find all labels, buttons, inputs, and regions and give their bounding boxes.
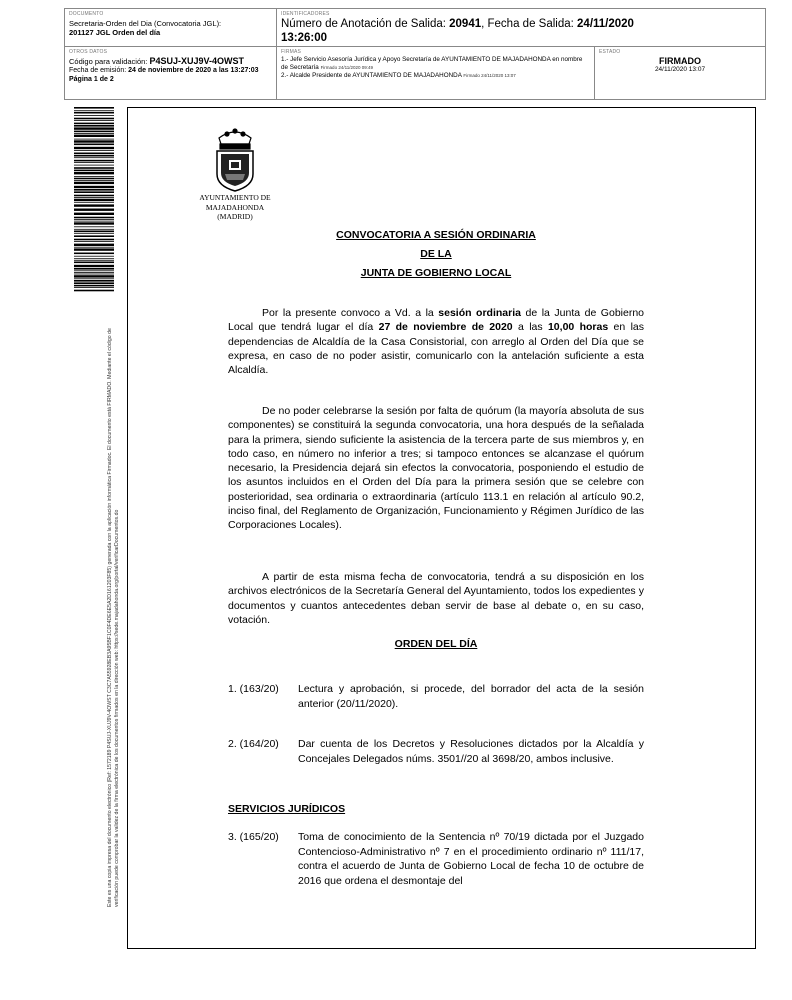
otros-label: OTROS DATOS <box>69 49 108 55</box>
firma-1-text: 1.- Jefe Servicio Asesoría Jurídica y Apoyo Secretaría de AYUNTAMIENTO DE MAJADAHONDA en nombre de Secretaría <box>281 56 583 71</box>
title-line1: CONVOCATORIA A SESIÓN ORDINARIA <box>336 229 536 241</box>
title-line2: DE LA <box>420 248 452 260</box>
anotacion-line <box>281 17 761 45</box>
p1-fecha: 27 de noviembre de 2020 <box>378 321 513 334</box>
otros-datos-cell <box>65 47 277 99</box>
firma-1-stamp: Firmado 24/11/2020 09:49 <box>320 65 374 70</box>
ayto-line2: MAJADAHONDA <box>205 202 265 212</box>
side-verification-text <box>107 328 121 907</box>
title-line3: JUNTA DE GOBIERNO LOCAL <box>360 267 512 279</box>
estado-label: ESTADO <box>599 49 621 55</box>
orden-del-dia-title: ORDEN DEL DÍA <box>394 638 478 650</box>
pagina-indicator: Página 1 de 2 <box>69 76 114 83</box>
paragraph-convocatoria <box>228 306 644 377</box>
ayuntamiento-label <box>185 193 285 222</box>
estado-value: FIRMADO <box>659 56 701 66</box>
barcode <box>74 107 114 293</box>
anotacion-prefix: Número de Anotación de Salida: <box>281 18 450 30</box>
emision-line <box>69 66 272 75</box>
p1-g: en las dependencias de Alcaldía de la Casa Consistorial, con arreglo al Orden del Día que se expresa, en caso de no poder asistir, comunicarlo con la antelación suficiente a esta Alcaldía. <box>228 321 644 377</box>
firmas-cell <box>277 47 595 99</box>
coat-of-arms-logo <box>205 124 265 194</box>
item-3-text: Toma de conocimiento de la Sentencia nº 70/19 dictada por el Juzgado Contencioso-Administrativo nº 7 en el procedimiento ordinario nº 111/17, contra el acuerdo de Junta de Gobierno Local de fecha 10 de octubre de 2016 que ordena el desmontaje del <box>298 831 644 887</box>
codigo-validacion[interactable]: P4SUJ-XUJ9V-4OWST <box>149 56 244 66</box>
documento-label: DOCUMENTO <box>69 11 104 17</box>
anotacion-number: 20941 <box>449 18 482 30</box>
item-3-number: 3. (165/20) <box>228 831 279 843</box>
anotacion-mid: , Fecha de Salida: <box>481 18 578 30</box>
estado-cell <box>595 47 765 99</box>
p1-a: Por la presente convoco a Vd. a la <box>262 307 439 319</box>
identificadores-label: IDENTIFICADORES <box>281 11 330 17</box>
side-text-line1: Este es una copia impresa del documento electrónico (Ref: 1572189 P4SUJ-XUJ9V-4OWST C3C7A55928EB3A95BF1C0F4DE6E5A2D161203F85) generada con la aplicación informática Firmadoc. El documento está FIRMADO. Mediante el código de <box>107 328 113 907</box>
side-text-line2: verificación puede comprobar la validez de la firma electrónica de los documentos firmados en la dirección web: https://sede.majadahonda.org/portal/verificarDocumentos.do <box>114 509 120 907</box>
firma-1 <box>281 56 590 72</box>
firma-2-text: 2.- Alcalde Presidente de AYUNTAMIENTO DE MAJADAHONDA <box>281 72 462 79</box>
p1-hora: 10,00 horas <box>547 321 609 334</box>
item-2-number: 2. (164/20) <box>228 738 279 750</box>
p1-sesion-ordinaria: sesión ordinaria <box>438 307 521 319</box>
firma-2-stamp: Firmado 24/11/2020 13:07 <box>463 73 516 78</box>
paragraph-archivos: A partir de esta misma fecha de convocatoria, tendrá a su disposición en los archivos electrónicos de la Secretaría General del Ayuntamiento, todos los expedientes y documentos y cuantos antecedentes deban servir de base al debate o, en su caso, votación. <box>228 571 644 626</box>
documento-cell <box>65 9 277 47</box>
firmas-label: FIRMAS <box>281 49 302 55</box>
paragraph-quorum: De no poder celebrarse la sesión por falta de quórum (la mayoría absoluta de sus componentes) se constituirá la segunda convocatoria, una hora después de la señalada para la primera, siendo suficiente la asistencia de la tercera parte de sus miembros y, en todo caso, en número no inferior a tres; si tampoco entonces se alcanzase el quórum necesario, la Presidencia dejará sin efectos la convocatoria, posponiendo el estudio de los asuntos incluidos en el Orden del Día para la primera sesión que se celebre con posterioridad, sea ordinaria o extraordinaria (artículo 113.1 en relación al artículo 90.2, inciso final, del Reglamento de Organización, Funcionamiento y Régimen Jurídico de las Corporaciones Locales). <box>228 405 644 532</box>
documento-line2: 201127 JGL Orden del día <box>69 28 161 37</box>
document-header <box>64 8 766 100</box>
codigo-line <box>69 57 272 66</box>
item-2-text: Dar cuenta de los Decretos y Resoluciones dictados por la Alcaldía y Concejales Delegados núms. 3501//20 al 3698/20, ambos inclusive. <box>298 738 644 765</box>
documento-line1: Secretaria-Orden del Dia (Convocatoria JGL): <box>69 19 222 28</box>
item-1-text: Lectura y aprobación, si procede, del borrador del acta de la sesión anterior (20/11/2020). <box>298 683 644 710</box>
identificadores-cell <box>277 9 765 47</box>
item-1-number: 1. (163/20) <box>228 683 279 695</box>
anotacion-date: 24/11/2020 <box>577 18 634 30</box>
firma-2 <box>281 72 590 80</box>
anotacion-time: 13:26:00 <box>281 32 328 44</box>
estado-date: 24/11/2020 13:07 <box>654 66 706 73</box>
p1-c: de la Junta de Gobierno Local que tendrá lugar el día <box>228 307 645 334</box>
section-servicios-juridicos: SERVICIOS JURÍDICOS <box>228 803 346 815</box>
emision-prefix: Fecha de emisión: <box>69 67 129 74</box>
ayto-line1: AYUNTAMIENTO DE <box>199 193 271 202</box>
emision-date: 24 de noviembre de 2020 a las 13:27:03 <box>128 67 259 74</box>
p1-e: a las <box>512 321 548 334</box>
codigo-prefix: Código para validación: <box>69 57 150 66</box>
ayto-line3: (MADRID) <box>217 212 253 221</box>
